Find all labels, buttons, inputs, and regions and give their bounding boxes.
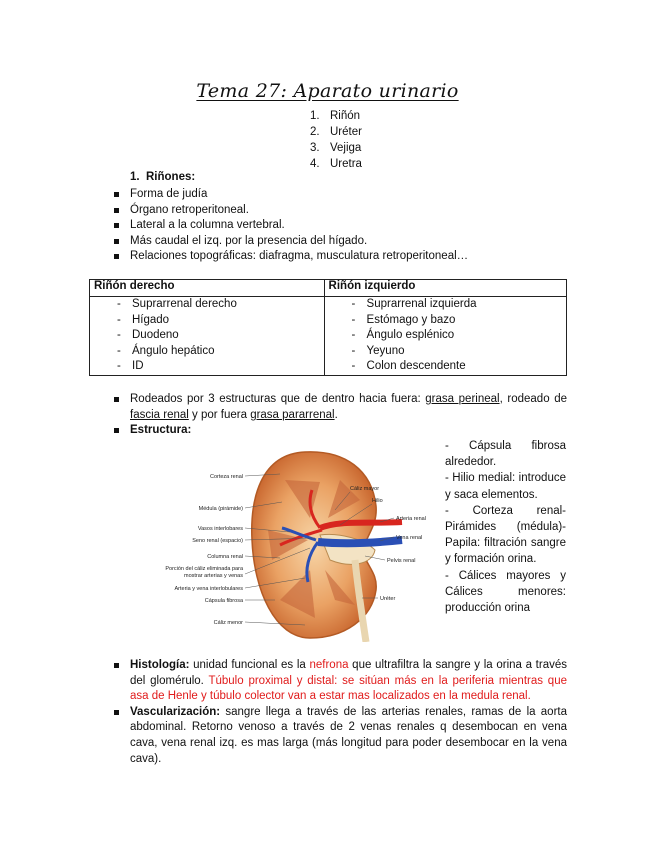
- table-of-contents: [310, 108, 362, 172]
- bullet-icon: [114, 239, 119, 244]
- table-list-item: - Suprarrenal derecho: [117, 298, 237, 310]
- toc-item: 1. Riñón: [310, 110, 361, 122]
- bullet-icon: [114, 254, 119, 259]
- list-item-histologia: Histología: unidad funcional es la nefrona que ultrafiltra la sangre y la orina a través del glomérulo. Túbulo proximal y distal: se sitúan más en la periferia mientras que asa de Henle y túbulo colector van a estar mas localizados en la medula renal.: [112, 658, 567, 705]
- label-porcion-1: Porción del cáliz eliminada para: [165, 566, 243, 572]
- toc-item: 4. Uretra: [310, 158, 362, 170]
- kidney-relations-table: [89, 279, 567, 376]
- table-header-right-kidney: Riñón derecho: [90, 280, 325, 297]
- table-cell-left-kidney: [324, 297, 566, 376]
- label-medula: Médula (pirámide): [198, 506, 243, 512]
- label-vena-renal: Vena renal: [396, 535, 423, 541]
- label-vasos: Vasos interlobares: [197, 526, 243, 532]
- bullet-icon: [114, 663, 119, 668]
- table-list-item: - Colon descendente: [351, 360, 466, 373]
- list-item: Rodeados por 3 estructuras que de dentro hacia fuera: grasa perineal, rodeado de fascia renal y por fuera grasa pararrenal.: [112, 392, 567, 423]
- histology-bullet-list: [112, 658, 567, 767]
- list-item: Órgano retroperitoneal.: [112, 203, 468, 219]
- table-list-item: - Duodeno: [117, 329, 179, 342]
- structure-note: - Cápsula fibrosa alrededor.: [445, 440, 566, 469]
- table-header-left-kidney: Riñón izquierdo: [324, 280, 566, 297]
- bullet-icon: [114, 397, 119, 402]
- label-arteria-vena: Arteria y vena interlobulares: [174, 586, 243, 592]
- table-list-item: - ID: [117, 360, 144, 373]
- list-item: Estructura:: [112, 423, 567, 439]
- table-list-item: - Hígado: [117, 313, 170, 326]
- bullet-icon: [114, 428, 119, 433]
- structure-note: - Corteza renal-Pirámides (médula)-Papila: filtración sangre y formación orina.: [445, 504, 566, 566]
- label-corteza: Corteza renal: [209, 474, 243, 480]
- label-arteria-renal: Arteria renal: [396, 516, 426, 522]
- section-heading-rinones: 1. Riñones:: [130, 171, 196, 183]
- toc-item: 2. Uréter: [310, 126, 362, 138]
- kidney-bullet-list: [112, 187, 468, 265]
- renal-vein-shape: [318, 540, 402, 543]
- table-list-item: - Suprarrenal izquierda: [351, 298, 477, 310]
- structure-note: - Cálices mayores y Cálices menores: producción orina: [445, 569, 566, 615]
- list-item: Más caudal el izq. por la presencia del hígado.: [112, 234, 468, 250]
- table-cell-right-kidney: [90, 297, 325, 376]
- label-columna: Columna renal: [207, 554, 243, 560]
- toc-item: 3. Vejiga: [310, 142, 362, 154]
- bullet-icon: [114, 710, 119, 715]
- bullet-icon: [114, 223, 119, 228]
- table-list-item: - Yeyuno: [351, 344, 405, 357]
- label-capsula: Cápsula fibrosa: [204, 598, 243, 604]
- page-title: Tema 27: Aparato urinario: [196, 80, 459, 102]
- structure-notes: [445, 438, 566, 616]
- table-list-item: - Ángulo hepático: [117, 344, 215, 357]
- bullet-icon: [114, 208, 119, 213]
- figure-labels-left: [165, 474, 244, 626]
- list-item-vascularizacion: Vascularización: sangre llega a través de las arterias renales, ramas de la aorta abdominal. Retorno venoso a través de 2 venas renales q desembocan en vena cava, vena renal izq. es mas larga (más longitud para poder desembocar en la vena cava).: [112, 705, 567, 767]
- label-porcion-2: mostrar arterias y venas: [184, 573, 243, 579]
- table-list-item: - Estómago y bazo: [351, 313, 456, 326]
- label-hilio: Hilio: [372, 498, 383, 504]
- label-caliz-menor: Cáliz menor: [213, 620, 243, 626]
- structure-bullet-list: [112, 392, 567, 439]
- list-item: Lateral a la columna vertebral.: [112, 218, 468, 234]
- label-seno: Seno renal (espacio): [192, 538, 243, 544]
- list-item: Forma de judía: [112, 187, 468, 203]
- label-caliz-mayor: Cáliz mayor: [350, 486, 380, 492]
- label-pelvis: Pelvis renal: [387, 558, 416, 564]
- list-item: Relaciones topográficas: diafragma, musculatura retroperitoneal…: [112, 249, 468, 265]
- table-list-item: - Ángulo esplénico: [351, 329, 455, 342]
- label-ureter: Uréter: [380, 596, 396, 602]
- bullet-icon: [114, 192, 119, 197]
- kidney-anatomy-figure: [140, 440, 440, 642]
- structure-note: - Hilio medial: introduce y saca elementos.: [445, 472, 566, 501]
